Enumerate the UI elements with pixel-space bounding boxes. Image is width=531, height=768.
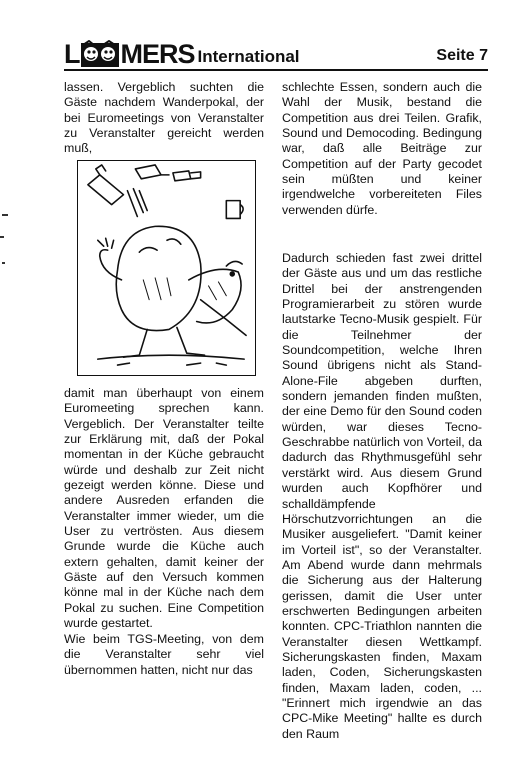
left-column-middle (64, 386, 264, 632)
right-paragraph-top: schlechte Essen, sondern auch die Wahl der Musik, bestand die Competition aus drei Teilen. Grafik, Sound und Democoding. Bedingung war, daß alle Beiträge zur Competition auf der Party gecodet sein müßten und keiner irgendwelche vorbereiteten Files verwenden dürfe. (282, 80, 482, 217)
logo-letter: L (64, 39, 80, 69)
header-rule (64, 69, 488, 71)
left-paragraph-bottom: Wie beim TGS-Meeting, von dem die Veranstalter sehr viel übernommen hatten, nicht nur das (64, 632, 264, 677)
logo-faces-icon (80, 40, 120, 68)
right-column-bottom (282, 251, 482, 742)
right-paragraph-bottom: Dadurch schieden fast zwei drittel der Gäste aus und um das restliche Drittel bei der anstrengenden Programierarbeit zu stören wurde lautstarke Tecno-Musik gespielt. Für die Teilnehmer der Soundcompetition, welche Ihren Sound übrigens nicht als Stand-Alone-File abgeben durften, sondern jemanden finden mußten, der eine Demo für den Sound coden würden, war dieses Tecno-Geschrabbe natürlich von Vorteil, da dadurch das Rhythmusgefühl sehr verstärkt wird. Aus diesem Grund wurden auch Kopfhörer und schalldämpfende Hörschutzvorrichtungen an die Musiker ausgeliefert. "Damit keiner im Vorteil ist", so der Veranstalter. Am Abend wurde dann mehrmals die Sicherung aus der Halterung gerissen, damit die User unter erschwerten Bedingungen arbeiten konnten. CPC-Triathlon nannten die Veranstalter diesen Wettkampf. Sicherungskasten finden, Maxam laden, Coden, Sicherungskasten finden, Maxam laden, coden, ... "Erinnert mich irgendwie an das CPC-Mike Meeting" hallte es durch den Raum (282, 251, 482, 741)
logo-wordmark: MERS (120, 39, 195, 69)
left-paragraph-top: lassen. Vergeblich suchten die Gäste nachdem Wanderpokal, der bei Euromeetings von Veranstalter zu Veranstalter gereicht werden muß, (64, 80, 264, 156)
left-column-top (64, 80, 264, 157)
magazine-logo (64, 38, 300, 68)
logo-subtitle: International (197, 47, 300, 66)
page-number: Seite 7 (436, 47, 488, 64)
left-column-bottom (64, 632, 264, 678)
scan-mark (2, 262, 5, 264)
scan-mark (2, 214, 8, 216)
masthead (64, 38, 488, 72)
left-paragraph-middle: damit man überhaupt von einem Euromeeting sprechen kann. Vergeblich. Der Veranstalter teilte zur Erklärung mit, daß der Pokal momentan in der Küche gebraucht würde und deshalb zur Zeit nicht gezeigt werden könne. Diese und andere Ausreden erfanden die Veranstalter immer wieder, um die User zu vertrösten. Aus diesem Grunde wurde die Küche auch extern gehalten, damit keiner der Gäste auf den Versuch kommen könne mal in der Küche nach dem Pokal zu suchen. Eine Competition wurde gestartet. (64, 386, 264, 631)
cartoon-illustration-icon (77, 160, 256, 376)
scan-mark (0, 236, 4, 238)
right-column-top (282, 80, 482, 218)
